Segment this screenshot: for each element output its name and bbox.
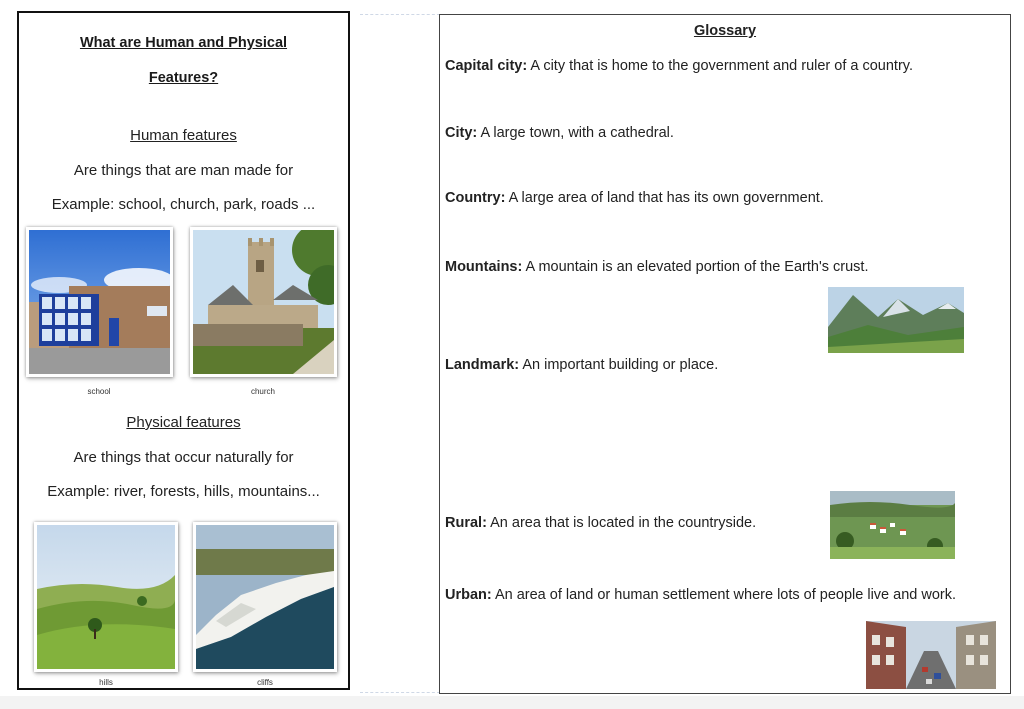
panel-title-line-1: What are Human and Physical <box>79 35 288 51</box>
glossary-entry-country <box>445 185 1000 211</box>
hills-photo <box>34 522 178 672</box>
church-photo <box>190 227 337 377</box>
school-photo <box>26 227 173 377</box>
hills-caption: hills <box>99 678 113 687</box>
glossary-definition: An area of land or human settlement where lots of people live and work. <box>491 587 957 603</box>
glossary-term: Urban: <box>445 587 492 603</box>
human-features-description: Are things that are man made for <box>73 162 294 179</box>
glossary-definition: An important building or place. <box>519 357 719 373</box>
church-caption: church <box>250 387 275 396</box>
school-caption: school <box>87 387 111 396</box>
physical-features-examples: Example: river, forests, hills, mountains... <box>47 483 320 500</box>
glossary-entry-urban <box>445 582 1000 608</box>
glossary-definition: A large area of land that has its own government. <box>505 190 824 206</box>
glossary-entry-mountains <box>445 254 1000 280</box>
urban-photo <box>866 621 996 689</box>
glossary-entry-rural <box>445 510 1000 536</box>
glossary-title: Glossary <box>693 23 757 39</box>
cliffs-caption: cliffs <box>257 678 273 687</box>
human-physical-features-panel <box>17 11 350 690</box>
physical-features-description: Are things that occur naturally for <box>73 449 294 466</box>
human-features-examples: Example: school, church, park, roads ... <box>51 196 316 213</box>
glossary-entry-capital-city <box>445 53 1000 79</box>
glossary-term: Mountains: <box>445 259 523 275</box>
footer-strip <box>0 696 1024 709</box>
glossary-entry-landmark <box>445 352 1000 378</box>
glossary-term: Capital city: <box>445 58 528 74</box>
glossary-term: Rural: <box>445 515 487 531</box>
human-features-heading: Human features <box>130 127 237 144</box>
glossary-definition: An area that is located in the countryside. <box>486 515 757 531</box>
glossary-definition: A large town, with a cathedral. <box>477 125 674 141</box>
physical-features-heading: Physical features <box>126 414 241 431</box>
glossary-panel <box>439 14 1011 694</box>
mountains-photo <box>828 287 964 353</box>
cliffs-photo <box>193 522 337 672</box>
glossary-entry-city <box>445 120 1000 146</box>
glossary-term: Landmark: <box>445 357 520 373</box>
glossary-definition: A city that is home to the government and ruler of a country. <box>527 58 913 74</box>
glossary-term: Country: <box>445 190 506 206</box>
page-guide <box>360 692 440 693</box>
page-guide <box>360 14 440 15</box>
glossary-definition: A mountain is an elevated portion of the Earth's crust. <box>522 259 869 275</box>
panel-title-line-2: Features? <box>148 70 219 86</box>
glossary-term: City: <box>445 125 478 141</box>
